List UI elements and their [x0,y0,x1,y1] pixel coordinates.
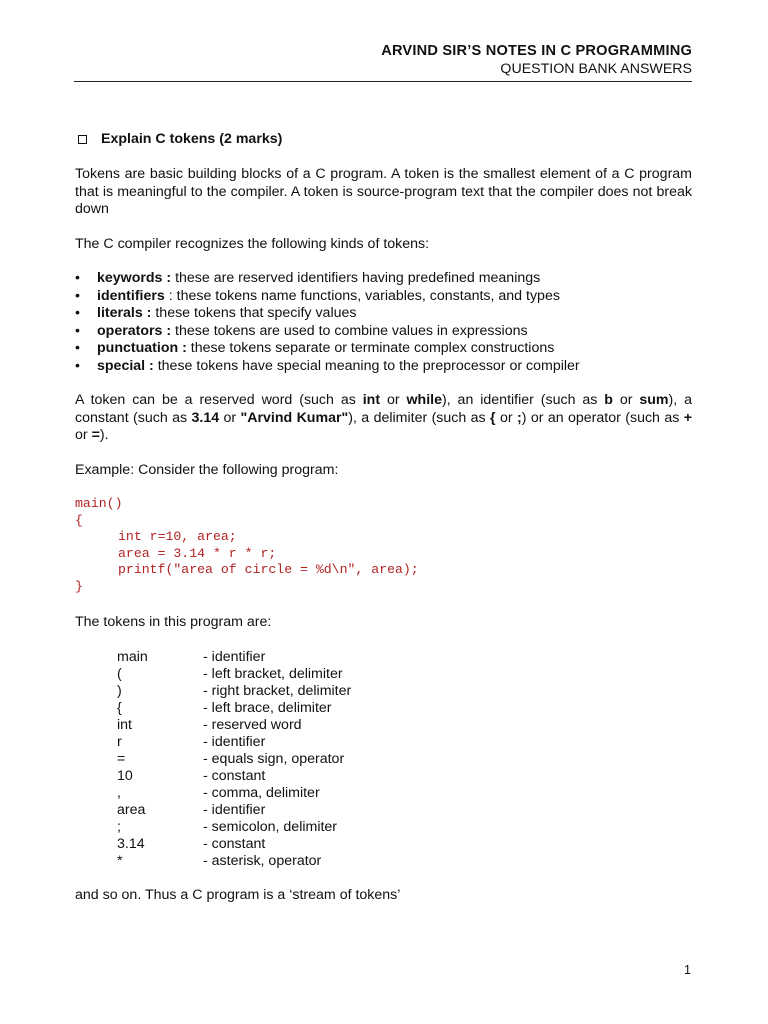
list-item [75,288,692,306]
token-desc-cell: - identifier [203,649,266,666]
table-row [117,751,351,768]
question-heading [75,130,692,148]
kind-term: literals : [97,305,152,321]
token-desc-cell: - left bracket, delimiter [203,666,343,683]
text-run: or [612,392,640,408]
page-number: 1 [684,963,691,977]
table-row [117,683,351,700]
table-row [117,666,351,683]
kind-term: special : [97,357,154,374]
bold-run: "Arvind Kumar" [240,409,349,426]
bold-run: int [362,392,381,408]
kind-term: operators : [97,322,172,339]
token-cell: , [117,785,121,802]
code-block [75,496,692,596]
kind-desc: these are reserved identifiers having predefined meanings [171,270,541,286]
table-row [117,819,351,836]
text-run: or [495,409,517,426]
code-line: { [75,512,83,528]
text-run: ). [99,427,109,443]
header-divider [74,81,692,82]
token-desc-cell: - identifier [203,802,266,819]
token-cell: int [117,717,132,734]
token-desc-cell: - right bracket, delimiter [203,683,352,700]
table-row [117,717,351,734]
bold-run: = [91,427,100,443]
code-line: int r=10, area; [118,529,237,545]
token-cell: main [117,649,148,666]
code-line: area = 3.14 * r * r; [118,545,277,561]
token-desc-cell: - equals sign, operator [203,751,345,768]
token-desc-cell: - constant [203,836,266,853]
kind-desc: these tokens that specify values [151,305,357,321]
tokens-intro: The tokens in this program are: [75,613,272,630]
text-run: or [380,392,407,408]
page-header [381,42,692,78]
tokens-table [117,649,351,870]
text-run: A token can be a reserved word (such as [75,392,363,408]
bold-run: while [406,392,442,408]
example-intro: Example: Consider the following program: [75,461,339,478]
table-row [117,649,351,666]
token-cell: * [117,853,123,870]
token-cell: = [117,751,126,768]
bold-run: sum [639,392,669,408]
token-cell: ; [117,819,121,836]
kinds-intro: The C compiler recognizes the following kinds of tokens: [75,235,430,252]
bold-run: + [683,409,693,426]
bold-run: b [604,392,613,408]
kind-term: punctuation : [97,340,187,356]
text-run: ) or an operator (such as [521,409,684,426]
token-kinds-list [75,270,692,375]
text-run: ), a constant (such as [75,392,693,426]
token-desc-cell: - constant [203,768,266,785]
conclusion-paragraph: and so on. Thus a C program is a ‘stream of tokens’ [75,887,401,904]
bold-run: { [490,409,496,426]
table-row [117,768,351,785]
header-title: ARVIND SIR’S NOTES IN C PROGRAMMING [381,43,692,59]
token-cell: 10 [117,768,133,785]
table-row [117,853,351,870]
kind-desc: these tokens are used to combine values in expressions [171,322,528,339]
square-outline-icon [78,135,87,144]
kind-term: keywords : [97,270,172,286]
code-line: } [75,578,83,594]
bullet-icon: • [75,357,80,374]
table-row [117,836,351,853]
code-line: main() [75,496,123,511]
token-cell: area [117,802,146,819]
bullet-icon: • [75,340,80,356]
header-subtitle: QUESTION BANK ANSWERS [500,61,692,77]
kind-desc: these tokens separate or terminate complex constructions [186,340,555,356]
kind-desc: : these tokens name functions, variables, constants, and types [164,287,560,304]
table-row [117,802,351,819]
token-desc-cell: - semicolon, delimiter [203,819,338,836]
kind-desc: these tokens have special meaning to the preprocessor or compiler [153,357,580,374]
token-cell: ( [117,666,122,683]
list-item [75,358,692,376]
token-desc-cell: - reserved word [203,717,302,734]
page-content [75,130,692,905]
code-line: printf("area of circle = %d\n", area); [118,562,419,578]
token-desc-cell: - asterisk, operator [203,853,322,870]
bullet-icon: • [75,305,80,321]
token-cell: r [117,734,122,751]
bullet-icon: • [75,322,80,339]
token-cell: 3.14 [117,836,145,853]
kind-term: identifiers [97,287,165,304]
table-row [117,785,351,802]
text-run: or [75,427,92,443]
question-text: Explain C tokens (2 marks) [101,131,283,147]
token-cell: ) [117,683,122,700]
bullet-icon: • [75,287,80,304]
list-item [75,323,692,341]
token-paragraph [75,392,692,445]
list-item [75,305,692,323]
table-row [117,700,351,717]
list-item [75,270,692,288]
token-cell: { [117,700,122,717]
token-desc-cell: - left brace, delimiter [203,700,332,717]
token-desc-cell: - comma, delimiter [203,785,320,802]
token-desc-cell: - identifier [203,734,266,751]
list-item [75,340,692,358]
bullet-icon: • [75,270,80,286]
text-run: ), an identifier (such as [441,392,605,408]
bold-run: 3.14 [191,409,220,426]
text-run: or [219,409,241,426]
table-row [117,734,351,751]
text-run: ), a delimiter (such as [348,409,491,426]
intro-paragraph: Tokens are basic building blocks of a C program. A token is the smallest element of a C program that is meaningful to the compiler. A token is source-program text that the compiler does not break down [75,166,692,217]
bold-run: ; [516,409,522,426]
